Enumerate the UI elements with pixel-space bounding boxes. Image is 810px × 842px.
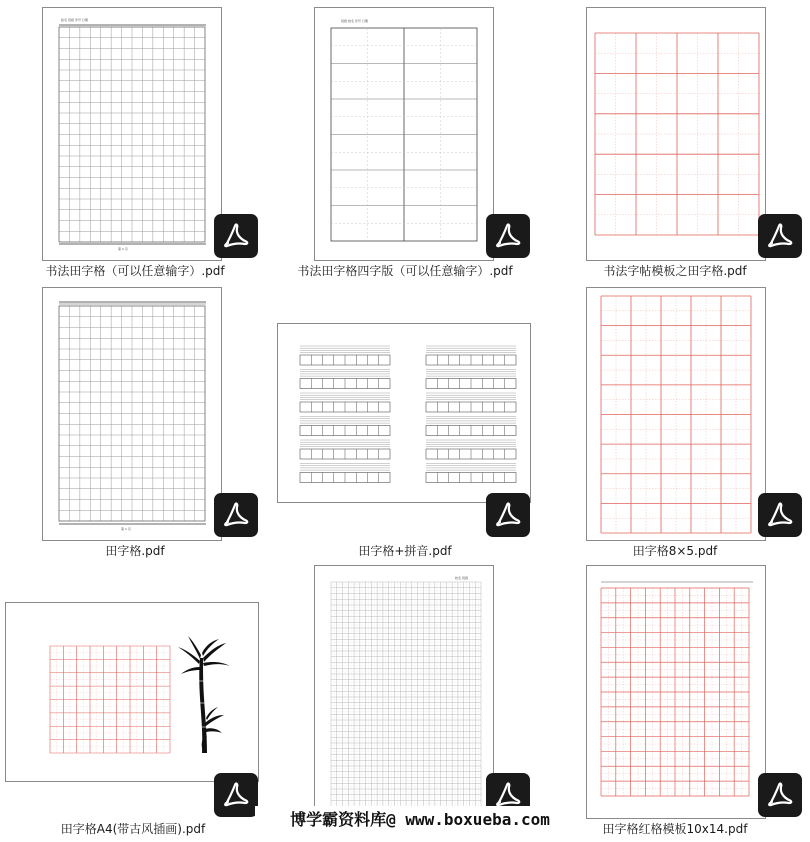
red-grid-preview	[587, 8, 766, 261]
pdf-icon	[214, 214, 258, 258]
pinyin-grid-preview	[278, 324, 531, 503]
file-name: 田字格+拼音.pdf	[358, 544, 452, 558]
file-item[interactable]	[540, 562, 810, 842]
file-name: 田字格A4(带古风插画).pdf	[60, 822, 206, 836]
pdf-icon	[758, 493, 802, 537]
file-thumbnail	[5, 602, 259, 782]
pdf-icon	[486, 493, 530, 537]
file-item[interactable]	[540, 282, 810, 562]
pdf-icon	[758, 214, 802, 258]
file-thumbnail	[42, 287, 222, 541]
pdf-icon	[758, 773, 802, 817]
pdf-icon	[214, 773, 258, 817]
file-item[interactable]	[0, 562, 270, 842]
red-grid-bamboo-preview	[6, 603, 259, 782]
file-thumbnail	[586, 7, 766, 261]
file-thumbnail	[586, 565, 766, 819]
file-item[interactable]	[270, 562, 540, 842]
file-name: 书法田字格（可以任意输字）.pdf	[45, 264, 225, 278]
pdf-icon	[214, 493, 258, 537]
file-name: 书法字帖模板之田字格.pdf	[603, 264, 747, 278]
tianzige-grid-preview	[43, 8, 222, 261]
svg-text:姓名 班级: 姓名 班级	[455, 576, 468, 580]
file-item[interactable]	[0, 282, 270, 562]
file-item[interactable]	[0, 0, 270, 282]
file-item[interactable]	[270, 282, 540, 562]
pdf-icon	[486, 214, 530, 258]
file-item[interactable]	[540, 0, 810, 282]
file-thumbnail	[314, 7, 494, 261]
svg-text:第 1 页: 第 1 页	[118, 247, 128, 251]
fine-grid-preview	[315, 566, 494, 819]
file-name: 田字格红格模板10x14.pdf	[602, 822, 748, 836]
file-thumbnail	[314, 565, 494, 819]
file-name: 田字格.pdf	[105, 544, 165, 558]
svg-text:第 1 页: 第 1 页	[121, 527, 131, 531]
watermark-text: 博学霸资料库@ www.boxueba.com	[255, 806, 585, 834]
svg-text:姓名 班级 学号 日期: 姓名 班级 学号 日期	[61, 18, 88, 22]
file-thumbnail	[586, 287, 766, 541]
red-grid-preview	[587, 288, 766, 541]
file-thumbnail	[42, 7, 222, 261]
four-char-grid-preview	[315, 8, 494, 261]
file-name: 田字格8×5.pdf	[632, 544, 718, 558]
file-name: 书法田字格四字版（可以任意输字）.pdf	[297, 264, 513, 278]
red-grid-preview	[587, 566, 766, 819]
file-thumbnail	[277, 323, 531, 503]
file-item[interactable]	[270, 0, 540, 282]
svg-text:班级 姓名 学号 日期: 班级 姓名 学号 日期	[341, 19, 368, 23]
tianzige-grid-preview	[43, 288, 222, 541]
